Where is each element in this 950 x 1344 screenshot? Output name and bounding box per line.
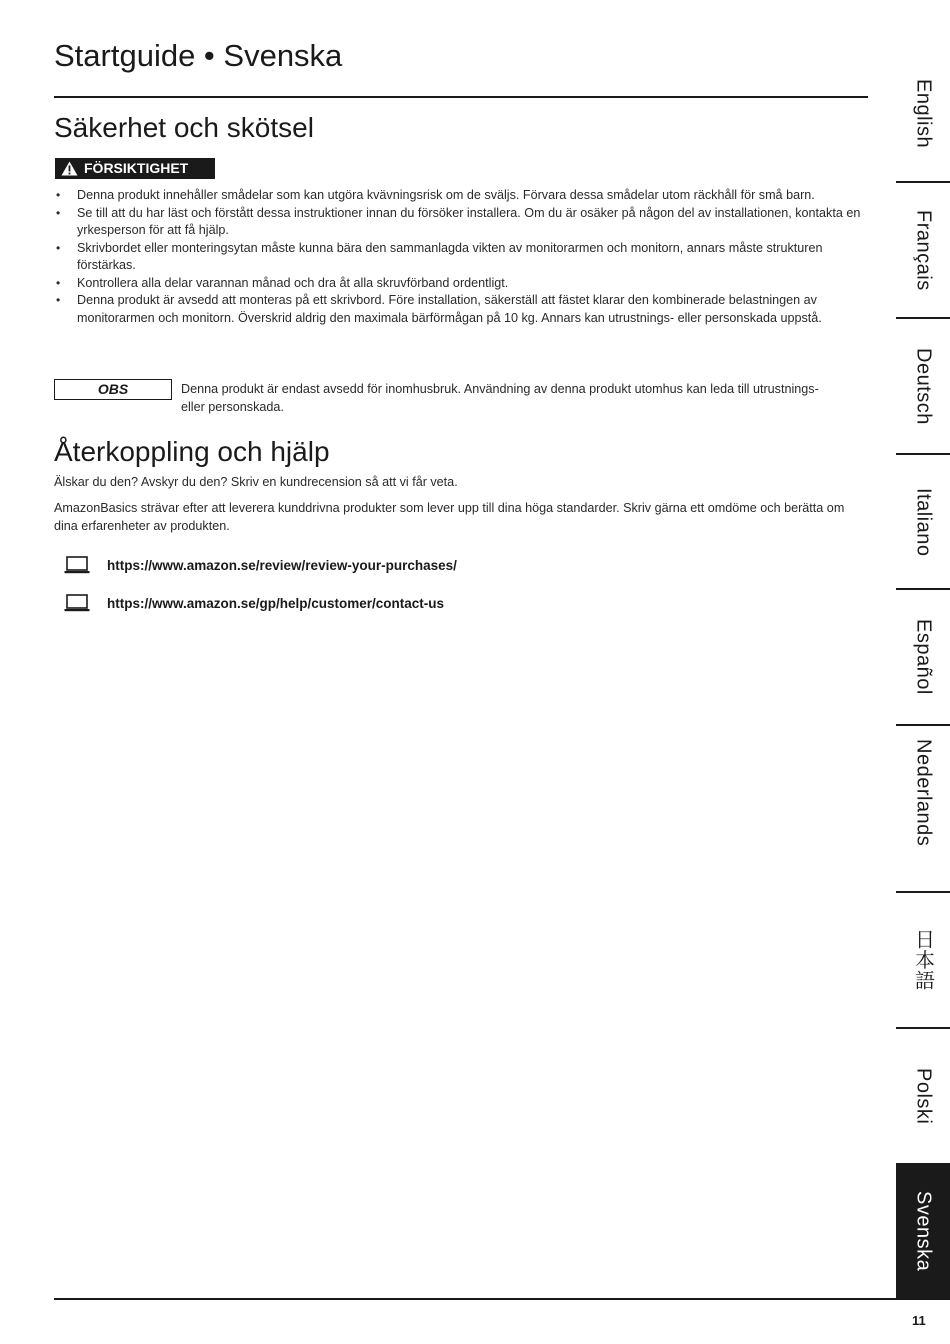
tab-label: Nederlands bbox=[912, 739, 935, 847]
tab-polski[interactable] bbox=[896, 1028, 950, 1164]
review-link[interactable]: https://www.amazon.se/review/review-your-purchases/ bbox=[107, 557, 457, 573]
tab-nederlands[interactable] bbox=[896, 725, 950, 861]
contact-link[interactable]: https://www.amazon.se/gp/help/customer/contact-us bbox=[107, 595, 445, 611]
list-item bbox=[54, 275, 866, 293]
feedback-heading: Återkoppling och hjälp bbox=[54, 436, 330, 467]
bullet-icon: • bbox=[56, 188, 61, 202]
tab-label: Français bbox=[912, 209, 935, 291]
feedback-paragraph-1: Älskar du den? Avskyr du den? Skriv en kundrecension så att vi får veta. bbox=[54, 475, 458, 489]
tab-label: Deutsch bbox=[912, 347, 935, 425]
list-item bbox=[54, 240, 866, 275]
bullet-icon: • bbox=[56, 275, 61, 290]
bullet-icon: • bbox=[56, 293, 61, 307]
list-item bbox=[54, 205, 866, 240]
safety-heading: Säkerhet och skötsel bbox=[54, 112, 314, 143]
safety-bullet-list bbox=[54, 187, 866, 327]
note-label-box: OBS bbox=[54, 379, 172, 400]
tab-deutsch[interactable] bbox=[896, 318, 950, 454]
tab-label: English bbox=[912, 79, 935, 149]
bullet-text: Denna produkt innehåller smådelar som kan utgöra kvävningsrisk om de sväljs. Förvara dessa smådelar utom räckhåll för små barn. bbox=[77, 188, 815, 202]
bullet-text: Skrivbordet eller monteringsytan måste kunna bära den sammanlagda vikten av monitorarmen och monitorn, annars måste strukturen förstärkas. bbox=[77, 240, 823, 272]
tab-label: Svenska bbox=[912, 1190, 935, 1272]
review-link-row[interactable] bbox=[64, 556, 457, 574]
tab-japanese[interactable] bbox=[896, 892, 950, 1028]
list-item bbox=[54, 292, 866, 327]
list-item bbox=[54, 187, 866, 205]
note-text: Denna produkt är endast avsedd för inomhusbruk. Användning av denna produkt utomhus kan leda till utrustnings- eller personskada. bbox=[181, 382, 819, 414]
tab-label: Italiano bbox=[912, 487, 935, 557]
tab-italiano[interactable] bbox=[896, 454, 950, 590]
tab-label: 日本語 bbox=[911, 929, 934, 991]
language-tabs bbox=[896, 46, 950, 1298]
bullet-icon: • bbox=[56, 240, 61, 255]
caution-label: FÖRSIKTIGHET bbox=[84, 160, 189, 176]
bullet-text: Se till att du har läst och förstått dessa instruktioner innan du försöker installera. Om du är osäker på någon del av installationen, kontakta en yrkesperson för att få hjälp. bbox=[77, 205, 861, 237]
laptop-icon bbox=[64, 594, 90, 612]
page-number: 11 bbox=[912, 1313, 926, 1328]
tab-label: Español bbox=[912, 619, 935, 695]
footer-divider bbox=[54, 1298, 950, 1300]
warning-icon bbox=[61, 161, 78, 176]
feedback-paragraph-2: AmazonBasics strävar efter att leverera kunddrivna produkter som lever upp till dina höga standarder. Skriv gärna ett omdöme och berätta om dina erfarenheter av produkten. bbox=[54, 501, 845, 533]
tab-english[interactable] bbox=[896, 46, 950, 182]
bullet-text: Kontrollera alla delar varannan månad och dra åt alla skruvförband ordentligt. bbox=[77, 275, 509, 290]
contact-link-row[interactable] bbox=[64, 594, 444, 612]
tab-espanol[interactable] bbox=[896, 589, 950, 725]
header-divider bbox=[54, 96, 868, 98]
page-title: Startguide • Svenska bbox=[54, 38, 343, 73]
laptop-icon bbox=[64, 556, 90, 574]
tab-label: Polski bbox=[912, 1067, 935, 1125]
tab-francais[interactable] bbox=[896, 182, 950, 318]
caution-badge bbox=[55, 158, 215, 179]
tab-svenska[interactable] bbox=[896, 1164, 950, 1298]
bullet-icon: • bbox=[56, 205, 61, 220]
bullet-text: Denna produkt är avsedd att monteras på ett skrivbord. Före installation, säkerställ att fästet klarar den kombinerade belastningen av monitorarmen och monitorn. Överskrid aldrig den maximala bärförmågan på 10 kg. Annars kan utrustnings- eller personskada uppstå. bbox=[77, 293, 822, 325]
